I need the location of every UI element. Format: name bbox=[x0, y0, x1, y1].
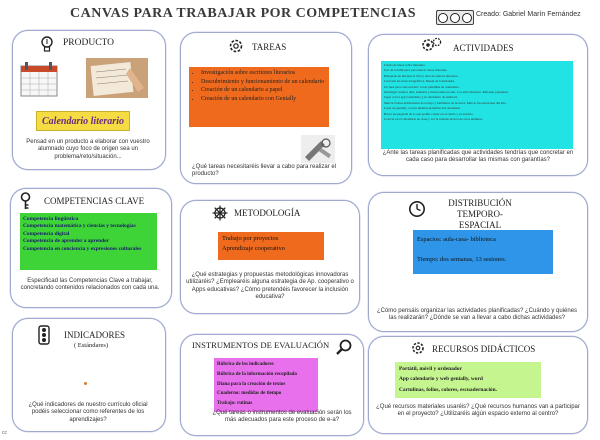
page-title: CANVAS PARA TRABAJAR POR COMPETENCIAS bbox=[70, 6, 416, 21]
actividades-line: Marcar fechas individuales de trabajo y familiares de lectores. Marcar las estaciones del año. bbox=[384, 100, 507, 105]
distribucion-caption: ¿Cómo pensáis organizar las actividades planificadas? ¿Cuándo y quiénes las realizarán? ¿Dónde se van a llevar a cabo dichas actividades? bbox=[376, 308, 578, 322]
recursos-list bbox=[395, 362, 541, 398]
actividades-line: Hacer propaganda de lo que podéis contar en el centro y su entorno. bbox=[384, 111, 474, 116]
footer-mark: cc bbox=[2, 430, 7, 436]
indicadores-heading: INDICADORES bbox=[64, 330, 126, 340]
instrumentos-item: Rúbrica de los indicadores bbox=[217, 362, 274, 367]
gear-icon bbox=[227, 37, 245, 55]
instrumentos-item: Diana para la creación de textos bbox=[217, 381, 286, 387]
gear-icon bbox=[410, 340, 426, 356]
calendar-illustration bbox=[19, 60, 63, 98]
traffic-light-icon bbox=[38, 325, 50, 345]
instrumentos-heading: INSTRUMENTOS DE EVALUACIÓN bbox=[192, 340, 330, 350]
lightbulb-icon bbox=[40, 36, 54, 53]
competencias-item: Competencia matemática y ciencias y tecnologías bbox=[23, 223, 136, 230]
instrumentos-item: Cuaderno: medidas de tiempo bbox=[217, 391, 282, 397]
author-credit: Creado: Gabriel Marín Fernández bbox=[476, 11, 581, 18]
instrumentos-caption: ¿Qué tareas o instrumentos de evaluación serán los más adecuados para este proceso de e-a? bbox=[212, 410, 352, 424]
actividades-line: Creación de textos biográficos. Rueda de la literatura. bbox=[384, 79, 455, 84]
recursos-item: Cartulinas, folios, colores, escuadernación. bbox=[399, 386, 497, 393]
magnifier-icon bbox=[335, 338, 353, 356]
actividades-line: Un mes para cada escritor: Crear plantillas de calendario. bbox=[384, 84, 460, 89]
actividades-line: Lluvia de ideas sobre literatura. bbox=[384, 63, 426, 67]
actividades-caption: ¿Ante las tareas planificadas que actividades tendrías que concretar en cada caso para desarrollar las mismas con garantías? bbox=[382, 150, 574, 164]
creative-commons-badge bbox=[436, 10, 474, 25]
ship-wheel-icon bbox=[212, 205, 228, 221]
competencias-list bbox=[20, 213, 157, 270]
tareas-item: • Creación de un calendario con Genially bbox=[201, 95, 326, 104]
recursos-item: App calendario y web genially, word bbox=[399, 376, 483, 383]
competencias-caption: Especificad las Competencias Clave a trabajar, concretando contenidos relacionados con cada una. bbox=[20, 278, 160, 292]
actividades-line: Crear un genially con las mismas plantillas del calendario. bbox=[384, 106, 461, 111]
tareas-item: • Descubrimiento y funcionamiento de un calendario bbox=[201, 78, 326, 87]
tareas-item: • Investigación sobre escritores literarios bbox=[201, 69, 326, 78]
clock-icon bbox=[408, 200, 426, 218]
distribucion-time: Tiempo: dos semanas, 13 sesiones. bbox=[417, 256, 507, 263]
indicadores-marker bbox=[84, 382, 87, 385]
competencias-item: Competencia digital bbox=[23, 230, 70, 237]
tareas-list bbox=[189, 67, 329, 127]
metodologia-item: Trabajo por proyectos bbox=[222, 235, 279, 242]
instrumentos-item: Trabajo: rutinas bbox=[217, 401, 253, 407]
metodologia-item: Aprendizaje cooperativo bbox=[222, 245, 285, 252]
actividades-line: Investigar cuántos días, semanas y meses tiene un año. Los años bisiestos. Refranes populares. bbox=[384, 90, 509, 95]
actividades-line: Búsqueda en internet la vida y obra de autores literarios. bbox=[384, 73, 459, 78]
recursos-heading: RECURSOS DIDÁCTICOS bbox=[432, 344, 536, 354]
competencias-heading: COMPETENCIAS CLAVE bbox=[44, 196, 145, 206]
tareas-heading: TAREAS bbox=[252, 42, 287, 52]
competencias-item: Competencia de aprender a aprender bbox=[23, 238, 109, 245]
instrumentos-list bbox=[214, 358, 318, 412]
recursos-caption: ¿Qué recursos materiales usaréis? ¿Qué recursos humanos van a participar en el proyecto? ¿Utilizaréis algún espacio externo al centro? bbox=[376, 404, 580, 418]
recursos-item: Portátil, móvil y ordenador bbox=[399, 366, 462, 372]
tools-illustration bbox=[301, 135, 335, 163]
actividades-list bbox=[381, 61, 573, 149]
writing-hand-illustration bbox=[86, 58, 148, 98]
actividades-line: Colocar en el calendario en clase y ver la semana lectora de otros alumnos. bbox=[384, 117, 483, 122]
tareas-item: • Creación de un calendario a papel bbox=[201, 86, 326, 95]
competencias-item: Competencia lingüística bbox=[23, 216, 79, 222]
distribucion-spaces: Espacios: aula-casa- biblioteca bbox=[417, 236, 496, 243]
instrumentos-item: Rúbrica de la información recopilada bbox=[217, 371, 297, 377]
producto-banner-text: Calendario literario bbox=[42, 115, 124, 127]
actividades-line: Jugar con la app Calendario y el calendario de Android. bbox=[384, 95, 458, 100]
producto-caption: Pensad en un producto a elaborar con vuestro alumnado cuyo foco de origen sea un problema/reto/situación... bbox=[26, 139, 150, 160]
distribucion-heading: DISTRIBUCIÓN TEMPORO-ESPACIAL bbox=[448, 198, 512, 230]
metodologia-heading: METODOLOGÍA bbox=[234, 208, 301, 218]
gears-icon bbox=[422, 37, 442, 53]
metodologia-list bbox=[218, 232, 324, 260]
competencias-item: Competencia en conciencia y expresiones culturales bbox=[23, 245, 142, 252]
actividades-line: Uso de la biblioteca para buscar obras literarias. bbox=[384, 68, 448, 73]
indicadores-subheading: ( Estándares) bbox=[74, 342, 109, 349]
producto-banner bbox=[36, 111, 130, 131]
indicadores-caption: ¿Qué indicadores de nuestro currículo oficial podéis seleccionar como referentes de los aprendizajes? bbox=[28, 402, 148, 423]
key-icon bbox=[19, 192, 32, 210]
metodologia-caption: ¿Qué estrategias y propuestas metodológicas innovadoras utilizaréis? ¿Emplearéis alguna estrategia de Ap. cooperativo o Apps educativas? ¿Cómo pretendéis favorecer la inclusión educativa? bbox=[186, 272, 354, 301]
actividades-heading: ACTIVIDADES bbox=[453, 43, 514, 53]
distribucion-panel bbox=[413, 230, 553, 274]
tareas-caption: ¿Qué tareas necesitaréis llevar a cabo para realizar el producto? bbox=[192, 164, 337, 178]
producto-heading: PRODUCTO bbox=[63, 38, 115, 48]
